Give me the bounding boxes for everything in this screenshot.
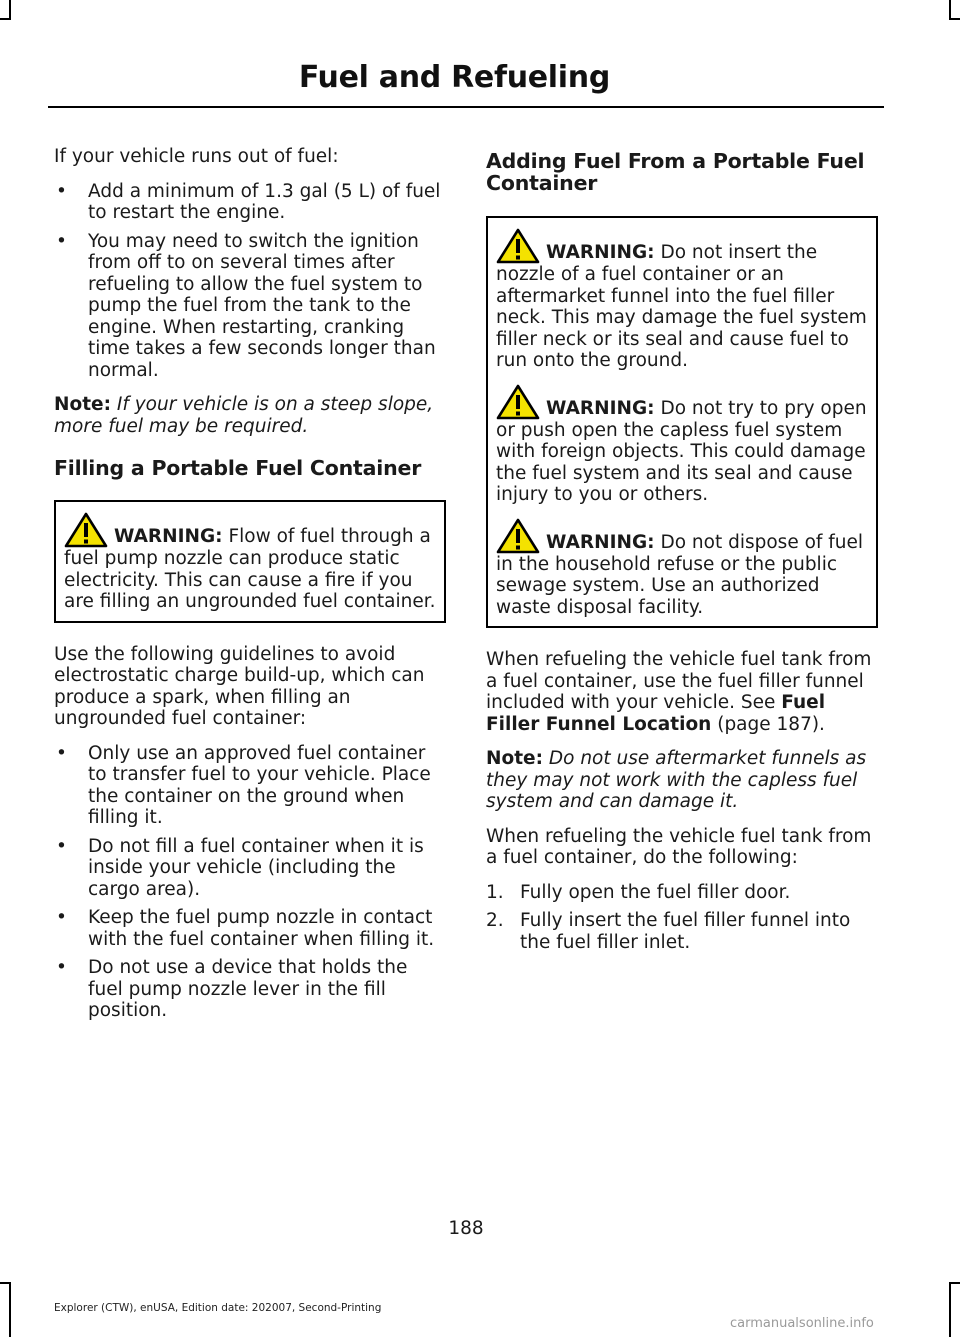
bullet-mark: •	[56, 742, 67, 764]
warning	[496, 384, 868, 506]
paragraph	[486, 649, 878, 735]
bullet-mark: •	[56, 230, 67, 252]
guidelines-intro: Use the following guidelines to avoid electrostatic charge build-up, which can produce a spark, when filling an ungrounded fuel container:	[54, 643, 425, 729]
left-column	[54, 146, 446, 1035]
list-item	[486, 882, 878, 904]
warning-text: Flow of fuel through a fuel pump nozzle can produce static electricity. This can cause a fire if you are filling an ungrounded fuel container.	[64, 526, 436, 612]
page-title: Fuel and Refueling	[298, 60, 610, 95]
warning-label: WARNING:	[114, 526, 223, 547]
note-text: If your vehicle is on a steep slope, more fuel may be required.	[54, 394, 434, 437]
list-item-text: Keep the fuel pump nozzle in contact with the fuel container when filling it.	[88, 907, 435, 950]
crop-mark	[949, 1282, 951, 1337]
note	[54, 394, 446, 437]
header-divider	[48, 106, 884, 108]
bullet-mark: •	[56, 957, 67, 978]
warning-triangle-icon	[496, 228, 540, 264]
note-label: Note:	[54, 394, 111, 415]
bullet-mark: •	[56, 907, 67, 928]
warning-box	[486, 216, 878, 628]
guidelines-list	[54, 743, 446, 1022]
list-item	[54, 181, 446, 224]
list-item	[54, 743, 446, 829]
list-item	[54, 231, 446, 382]
step-text: Fully insert the fuel filler funnel into the fuel filler inlet.	[520, 910, 851, 953]
cross-reference-link[interactable]: Fuel Filler Funnel Location	[486, 692, 826, 735]
list-item	[54, 907, 446, 950]
page-number: 188	[448, 1218, 484, 1239]
step-number: 2.	[486, 910, 504, 931]
bullet-mark: •	[56, 835, 67, 857]
list-item-text: Only use an approved fuel container to transfer fuel to your vehicle. Place the container on the ground when filling it.	[88, 742, 431, 828]
list-item-text: Do not use a device that holds the fuel pump nozzle lever in the fill position.	[88, 957, 408, 1021]
list-item-text: You may need to switch the ignition from off to on several times after refueling to allow the fuel system to pump the fuel from the tank to the engine. When restarting, cranking time takes a few seconds longer than normal.	[88, 230, 436, 381]
bullet-mark: •	[56, 180, 67, 202]
warning-triangle-icon	[496, 384, 540, 420]
crop-mark	[9, 1282, 11, 1337]
intro-bullets	[54, 181, 446, 382]
note-label: Note:	[486, 748, 543, 769]
list-item	[54, 836, 446, 901]
page-reference: (page 187).	[711, 713, 825, 735]
footer-text: Explorer (CTW), enUSA, Edition date: 202007, Second-Printing	[54, 1302, 382, 1314]
warning	[64, 512, 436, 613]
warning-text: Do not insert the nozzle of a fuel container or an aftermarket funnel into the fuel filler neck. This may damage the fuel system filler neck or its seal and cause fuel to run onto the ground.	[496, 242, 867, 371]
intro-text: If your vehicle runs out of fuel:	[54, 146, 339, 167]
section-heading: Adding Fuel From a Portable Fuel Container	[486, 149, 865, 195]
step-text: Fully open the fuel filler door.	[520, 881, 791, 903]
warning-box	[54, 500, 446, 623]
warning	[496, 228, 868, 372]
crop-mark	[9, 0, 11, 20]
note	[486, 748, 878, 813]
step-number: 1.	[486, 881, 504, 903]
list-item-text: Add a minimum of 1.3 gal (5 L) of fuel to restart the engine.	[88, 180, 441, 223]
section-heading: Filling a Portable Fuel Container	[54, 456, 422, 480]
crop-mark	[949, 0, 951, 20]
crop-mark	[0, 18, 11, 20]
paragraph-text: When refueling the vehicle fuel tank from a fuel container, use the fuel filler funnel included with your vehicle. See	[486, 649, 872, 713]
paragraph: When refueling the vehicle fuel tank from a fuel container, do the following:	[486, 825, 872, 868]
warning-label: WARNING:	[546, 531, 655, 553]
warning-label: WARNING:	[546, 397, 655, 419]
warning	[496, 518, 868, 619]
warning-triangle-icon	[64, 512, 108, 548]
steps-list	[486, 882, 878, 954]
crop-mark	[949, 1282, 960, 1284]
watermark: carmanualsonline.info	[730, 1316, 874, 1331]
warning-label: WARNING:	[546, 242, 655, 263]
list-item-text: Do not fill a fuel container when it is inside your vehicle (including the cargo area).	[88, 835, 424, 900]
right-column	[486, 146, 878, 960]
list-item	[54, 957, 446, 1022]
warning-triangle-icon	[496, 518, 540, 554]
warning-text: Do not dispose of fuel in the household refuse or the public sewage system. Use an authorized waste disposal facility.	[496, 531, 864, 618]
note-text: Do not use aftermarket funnels as they may not work with the capless fuel system and can damage it.	[486, 748, 867, 812]
list-item	[486, 910, 878, 953]
crop-mark	[0, 1282, 11, 1284]
warning-text: Do not try to pry open or push open the capless fuel system with foreign objects. This could damage the fuel system and its seal and cause injury to you or others.	[496, 397, 867, 505]
crop-mark	[949, 18, 960, 20]
